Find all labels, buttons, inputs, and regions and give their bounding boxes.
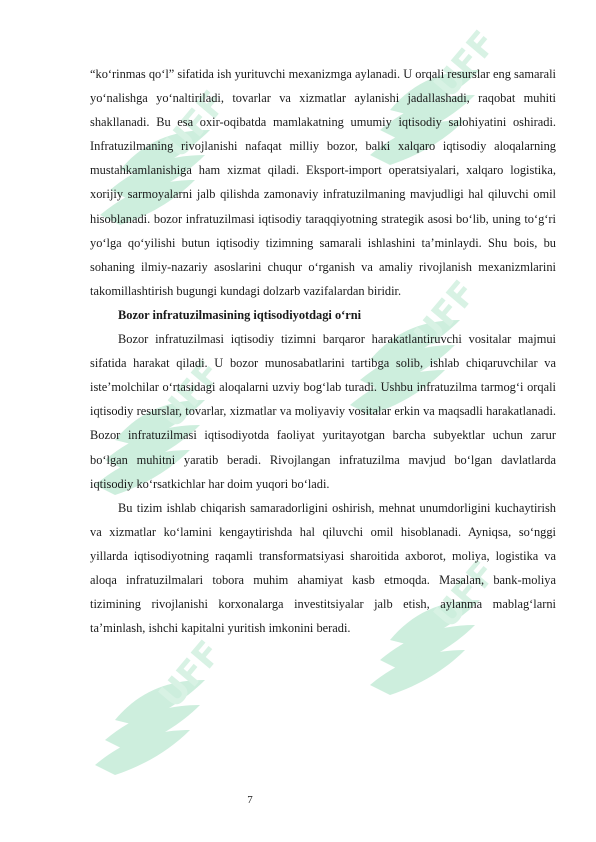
section-heading: Bozor infratuzilmasining iqtisodiyotdagi o‘rni <box>118 307 362 322</box>
leaf-logo-icon <box>95 633 230 775</box>
paragraph-1: “ko‘rinmas qo‘l” sifatida ish yurituvchi mexanizmga aylanadi. U orqali resurslar eng samarali yo‘nalishga yo‘naltiriladi, tovarlar va xizmatlar aylanishi jadallashadi, raqobat muhiti shakllanadi. Bu esa oxir-oqibatda mamlakatning umumiy iqtisodiy salohiyatini oshiradi. Infratuzilmaning rivojlanishi nafaqat milliy bozor, balki xalqaro iqtisodiy aloqalarning mustahkamlanishiga ham xizmat qiladi. Eksport-import operatsiyalari, xalqaro logistika, xorijiy sarmoyalarni jalb qilishda zamonaviy infratuzilmaning mavjudligi hal qiluvchi omil hisoblanadi. bozor infratuzilmasi iqtisodiy taraqqiyotning strategik asosi bo‘lib, uning to‘g‘ri yo‘lga qo‘yilishi butun iqtisodiy tizimning samarali ishlashini ta’minlaydi. Shu bois, bu sohaning ilmiy-nazariy asoslarini chuqur o‘rganish va amaliy rivojlanish mexanizmlarini takomillashtirish bugungi kundagi dolzarb vazifalardan biridir. <box>90 67 556 298</box>
paragraph-2: Bozor infratuzilmasi iqtisodiy tizimni barqaror harakatlantiruvchi vositalar majmui sifatida harakat qiladi. U bozor munosabatlarini tartibga solib, ishlab chiqaruvchilar va iste’molchilar o‘rtasidagi aloqalarni uzviy bog‘lab turadi. Ushbu infratuzilma tarmog‘i orqali iqtisodiy resurslar, tovarlar, xizmatlar va moliyaviy vositalar erkin va maqsadli harakatlanadi. Bozor infratuzilmasi iqtisodiyotda faoliyat yuritayotgan barcha subyektlar uchun zarur bo‘lgan muhitni yaratib beradi. Rivojlangan infratuzilma mavjud bo‘lgan davlatlarda iqtisodiy ko‘rsatkichlar har doim yuqori bo‘ladi. <box>90 332 556 491</box>
document-body <box>90 62 556 640</box>
paragraph-3: Bu tizim ishlab chiqarish samaradorligini oshirish, mehnat unumdorligini kuchaytirish va xizmatlar ko‘lamini kengaytirishda hal qiluvchi omil hisoblanadi. Ayniqsa, so‘nggi yillarda iqtisodiyotning raqamli transformatsiyasi sharoitida axborot, moliya, logistika va aloqa infratuzilmalari tobora muhim ahamiyat kasb etmoqda. Masalan, bank-moliya tizimining rivojlanishi korxonalarga investitsiyalar jalb etish, aylanma mablag‘larni ta’minlash, ishchi kapitalni yuritish imkonini beradi. <box>90 500 556 636</box>
page-number <box>0 794 596 806</box>
page-number-text: 7 <box>247 794 253 806</box>
